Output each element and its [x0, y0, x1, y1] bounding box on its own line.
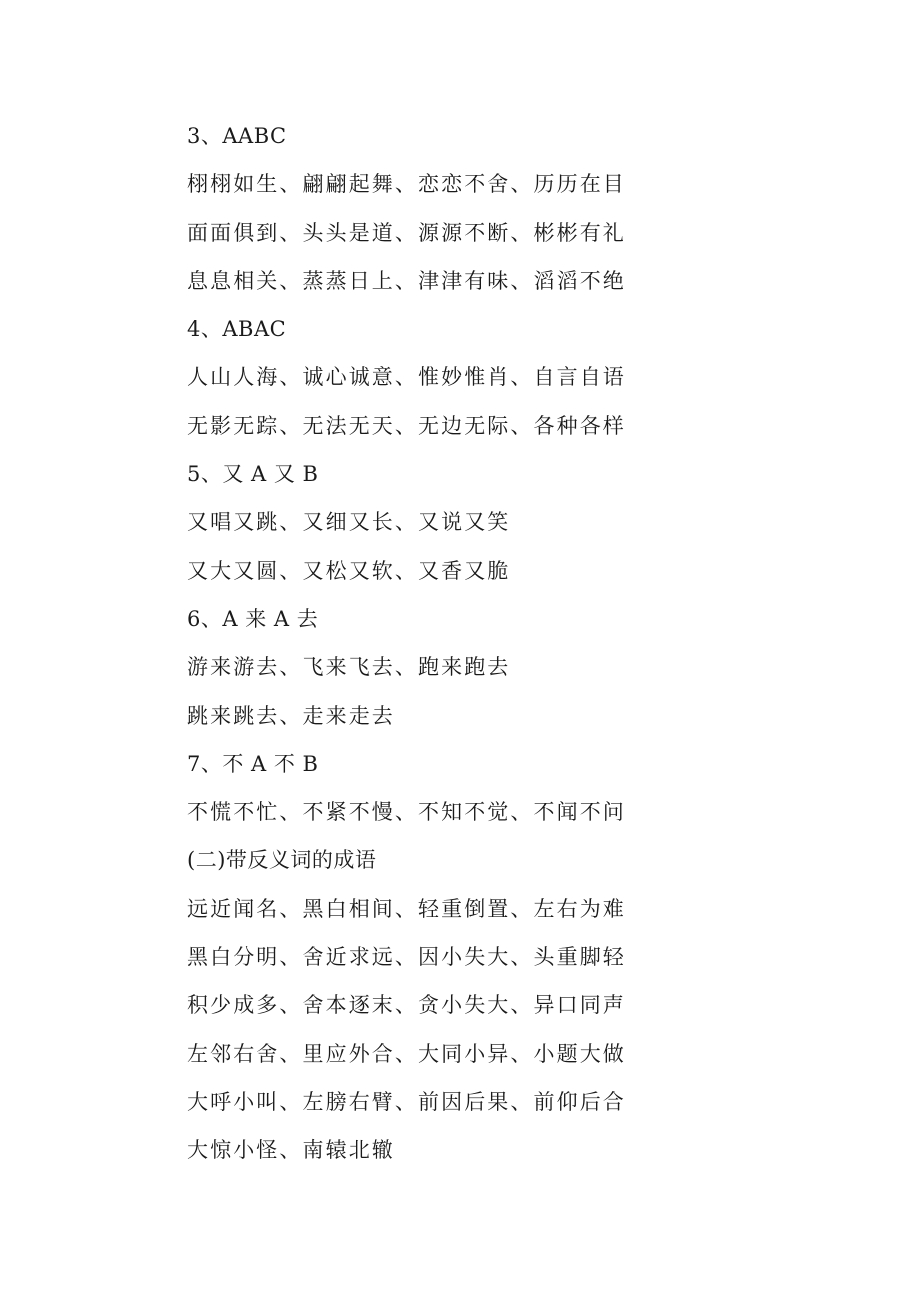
idiom-line: 栩栩如生、翩翩起舞、恋恋不舍、历历在目: [187, 172, 626, 197]
idiom-line: 无影无踪、无法无天、无边无际、各种各样: [187, 413, 626, 438]
idiom-line: 大惊小怪、南辕北辙: [187, 1138, 395, 1163]
idiom-line: 游来游去、飞来飞去、跑来跑去: [187, 655, 511, 680]
idiom-line: 黑白分明、舍近求远、因小失大、头重脚轻: [187, 945, 626, 970]
idiom-line: 远近闻名、黑白相间、轻重倒置、左右为难: [187, 896, 626, 921]
section-heading-you-a-you-b: 5、又 A 又 B: [187, 462, 319, 487]
idiom-line: 积少成多、舍本逐末、贪小失大、异口同声: [187, 993, 626, 1018]
idiom-line: 左邻右舍、里应外合、大同小异、小题大做: [187, 1041, 626, 1066]
section-heading-aabc: 3、AABC: [187, 124, 287, 148]
section-heading-a-lai-a-qu: 6、A 来 A 去: [187, 606, 319, 631]
idiom-line: 又唱又跳、又细又长、又说又笑: [187, 510, 511, 535]
idiom-line: 人山人海、诚心诚意、惟妙惟肖、自言自语: [187, 365, 626, 390]
idiom-line: 不慌不忙、不紧不慢、不知不觉、不闻不问: [187, 800, 626, 825]
idiom-line: 息息相关、蒸蒸日上、津津有味、滔滔不绝: [187, 268, 626, 293]
idiom-line: 大呼小叫、左膀右臂、前因后果、前仰后合: [187, 1089, 626, 1114]
section-heading-abac: 4、ABAC: [187, 317, 287, 342]
idiom-line: 又大又圆、又松又软、又香又脆: [187, 558, 511, 583]
idiom-line: 跳来跳去、走来走去: [187, 703, 395, 728]
section-heading-bu-a-bu-b: 7、不 A 不 B: [187, 751, 319, 776]
idiom-line: 面面俱到、头头是道、源源不断、彬彬有礼: [187, 220, 626, 245]
document-body: [187, 112, 647, 1175]
section-heading-antonym-idioms: (二)带反义词的成语: [187, 848, 377, 873]
